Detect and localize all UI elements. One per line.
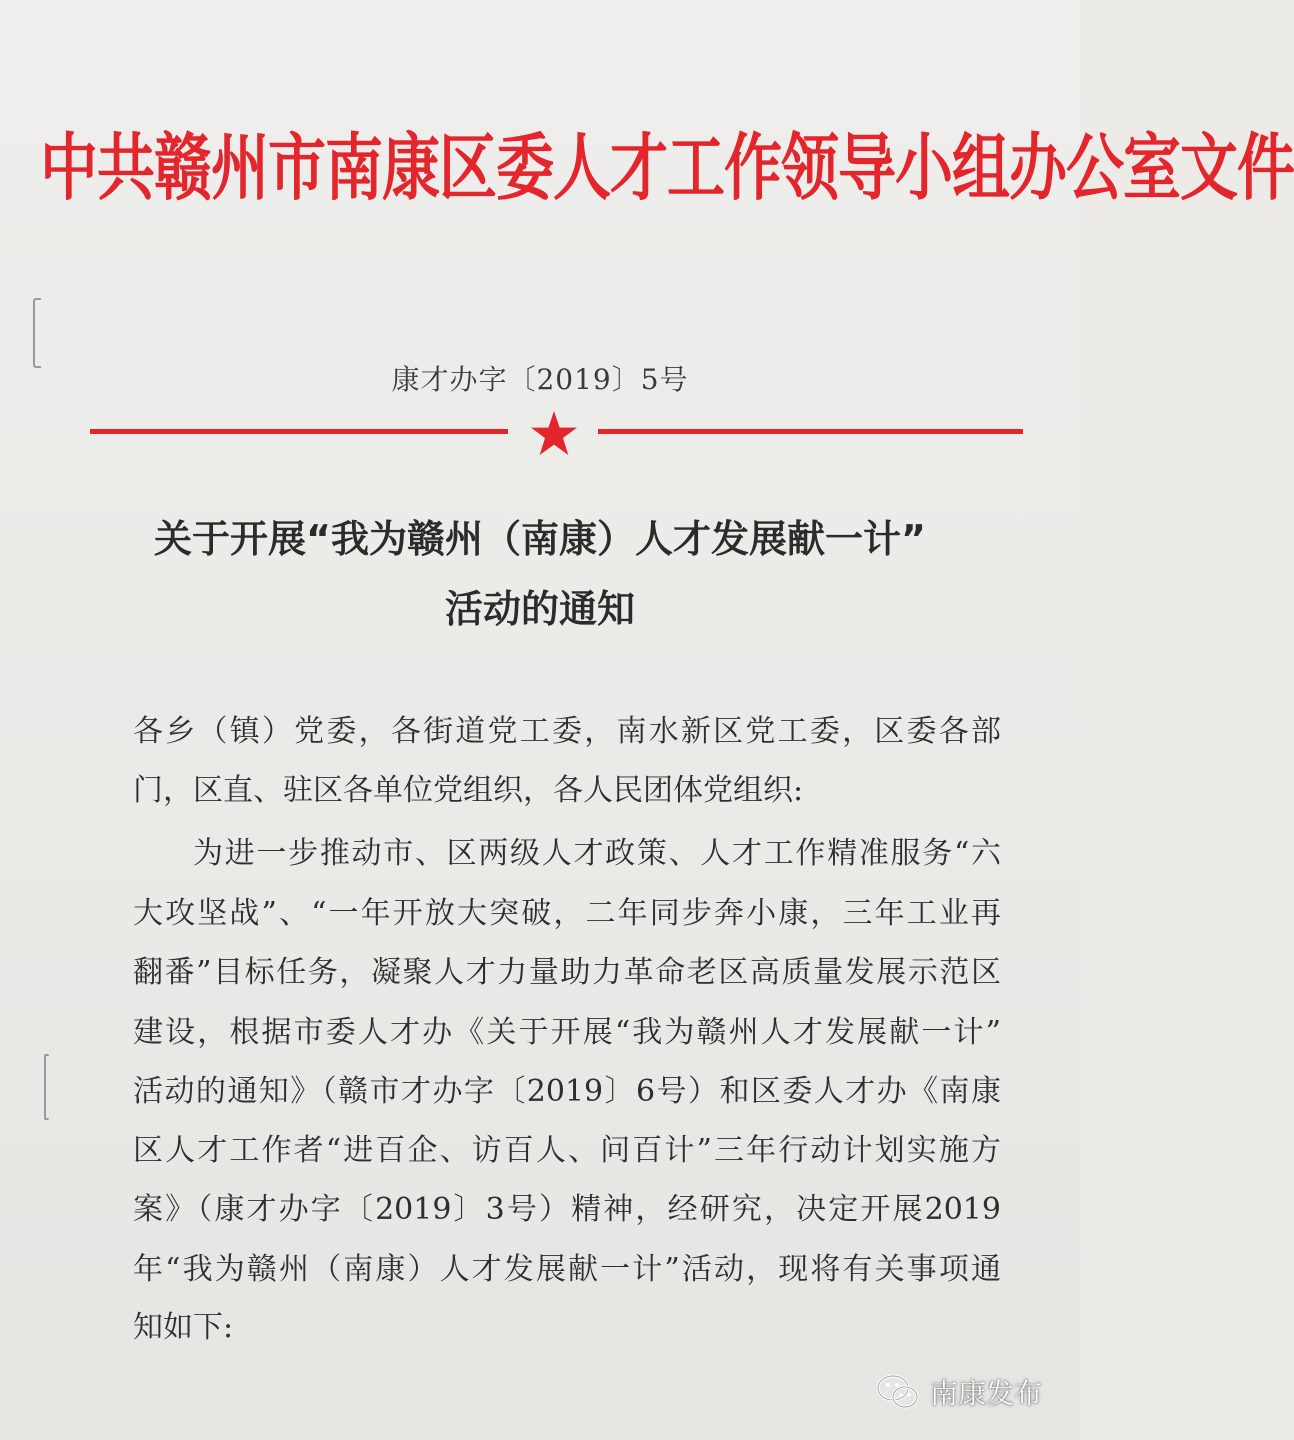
body-line: 区人才工作者“进百企、访百人、问百计”三年行动计划实施方 [133, 1133, 1001, 1168]
body-line: 案》（康才办字〔2019〕3号）精神，经研究，决定开展2019 [133, 1192, 1001, 1227]
star-icon [530, 410, 578, 456]
account-watermark [876, 1370, 1042, 1414]
issuer-masthead: 中共赣州市南康区委人才工作领导小组办公室文件 [40, 125, 1294, 211]
watermark-text: 南康发布 [929, 1377, 1042, 1410]
body-line: 大攻坚战”、“一年开放大突破，二年同步奔小康，三年工业再 [133, 896, 1001, 931]
body-line: 建设，根据市委人才办《关于开展“我为赣州人才发展献一计” [133, 1015, 1001, 1050]
body-line: 各乡（镇）党委，各街道党工委，南水新区党工委，区委各部 [133, 714, 1001, 749]
notice-title-line-2: 活动的通知 [444, 587, 635, 631]
body-line: 知如下: [133, 1310, 234, 1345]
red-divider-right [598, 429, 1023, 434]
body-line: 为进一步推动市、区两级人才政策、人才工作精准服务“六 [193, 836, 1001, 871]
red-divider-left [90, 429, 508, 434]
body-line: 门，区直、驻区各单位党组织，各人民团体党组织: [133, 773, 804, 808]
body-line: 活动的通知》（赣市才办字〔2019〕6号）和区委人才办《南康 [133, 1074, 1001, 1109]
wechat-icon [876, 1373, 920, 1411]
body-line: 年“我为赣州（南康）人才发展献一计”活动，现将有关事项通 [133, 1252, 1001, 1287]
staple-mark [44, 1054, 49, 1120]
body-line: 翻番”目标任务，凝聚人才力量助力革命老区高质量发展示范区 [133, 955, 1001, 990]
document-number: 康才办字〔2019〕5号 [391, 363, 689, 396]
notice-title-line-1: 关于开展“我为赣州（南康）人才发展献一计” [154, 517, 926, 561]
